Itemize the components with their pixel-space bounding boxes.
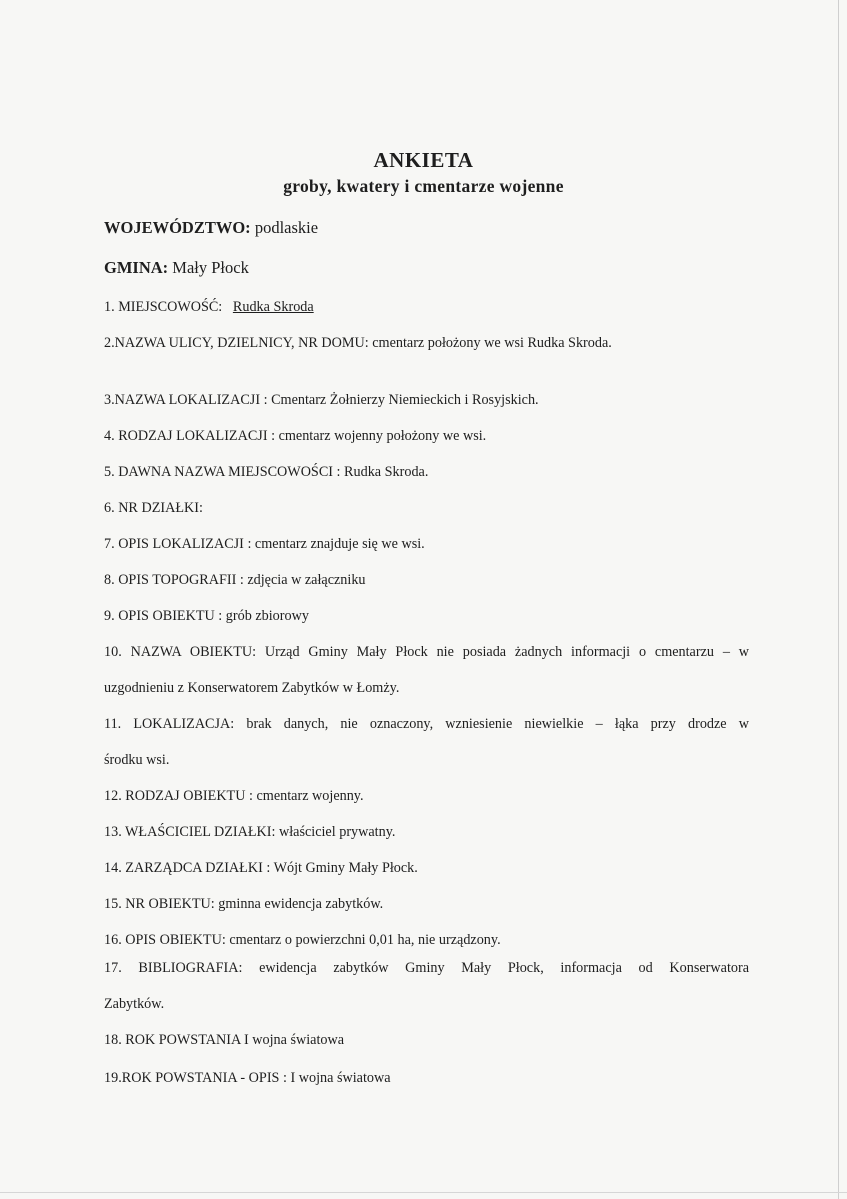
voivodeship-value: podlaskie [254, 218, 319, 237]
item-3: 3.NAZWA LOKALIZACJI : Cmentarz Żołnierzy Niemieckich i Rosyjskich. [104, 392, 539, 408]
item-8: 8. OPIS TOPOGRAFII : zdjęcia w załączniku [104, 572, 366, 588]
voivodeship-field [104, 218, 749, 238]
item-4: 4. RODZAJ LOKALIZACJI : cmentarz wojenny położony we wsi. [104, 428, 487, 444]
commune-value: Mały Płock [172, 258, 249, 277]
item-7: 7. OPIS LOKALIZACJI : cmentarz znajduje się we wsi. [104, 536, 425, 552]
item-1-label: 1. MIEJSCOWOŚĆ: [104, 299, 223, 315]
item-14: 14. ZARZĄDCA DZIAŁKI : Wójt Gminy Mały Płock. [104, 860, 418, 876]
item-13: 13. WŁAŚCICIEL DZIAŁKI: właściciel prywatny. [104, 824, 396, 840]
commune-label: GMINA: [104, 258, 169, 277]
item-11-line-1: 11. LOKALIZACJA: brak danych, nie oznaczony, wzniesienie niewielkie – łąka przy drodze w [104, 716, 749, 732]
document-title: ANKIETA [373, 148, 474, 172]
commune-field [104, 258, 749, 278]
item-18: 18. ROK POWSTANIA I wojna światowa [104, 1032, 345, 1048]
item-1 [104, 299, 749, 316]
item-6: 6. NR DZIAŁKI: [104, 500, 203, 516]
item-5: 5. DAWNA NAZWA MIEJSCOWOŚCI : Rudka Skroda. [104, 464, 429, 480]
document-subtitle: groby, kwatery i cmentarze wojenne [283, 176, 564, 196]
item-1-value: Rudka Skroda [232, 299, 314, 315]
item-17-line-1: 17. BIBLIOGRAFIA: ewidencja zabytków Gminy Mały Płock, informacja od Konserwatora [104, 960, 749, 976]
voivodeship-label: WOJEWÓDZTWO: [104, 218, 251, 237]
item-2: 2.NAZWA ULICY, DZIELNICY, NR DOMU: cmentarz położony we wsi Rudka Skroda. [104, 335, 612, 351]
item-11-line-2: środku wsi. [104, 752, 170, 768]
item-19: 19.ROK POWSTANIA - OPIS : I wojna światowa [104, 1070, 391, 1086]
item-9: 9. OPIS OBIEKTU : grób zbiorowy [104, 608, 309, 624]
item-10-line-1: 10. NAZWA OBIEKTU: Urząd Gminy Mały Płock nie posiada żadnych informacji o cmentarzu – w [104, 644, 749, 660]
item-12: 12. RODZAJ OBIEKTU : cmentarz wojenny. [104, 788, 364, 804]
item-15: 15. NR OBIEKTU: gminna ewidencja zabytków. [104, 896, 384, 912]
page-edge-bottom [0, 1192, 847, 1193]
item-17-line-2: Zabytków. [104, 996, 165, 1012]
item-16: 16. OPIS OBIEKTU: cmentarz o powierzchni 0,01 ha, nie urządzony. [104, 932, 501, 948]
item-10-line-2: uzgodnieniu z Konserwatorem Zabytków w Łomży. [104, 680, 400, 696]
